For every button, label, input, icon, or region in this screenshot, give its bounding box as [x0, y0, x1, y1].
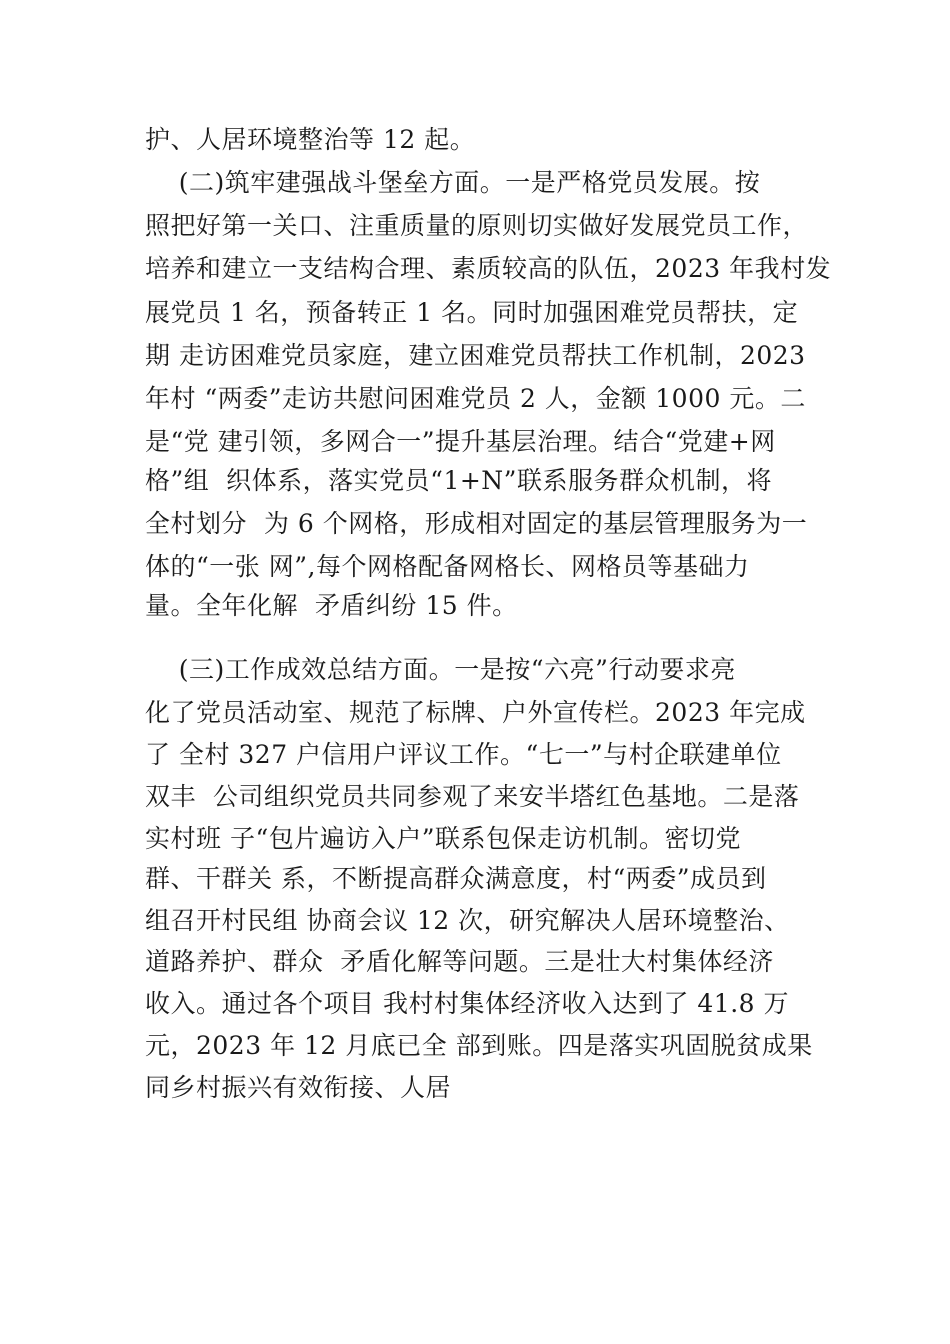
text-line: 全村划分 为 6 个网格，形成相对固定的基层管理服务为一	[145, 509, 808, 538]
text-line: 展党员 1 名，预备转正 1 名。同时加强困难党员帮扶，定	[145, 298, 799, 327]
text-line: 同乡村振兴有效衔接、人居	[145, 1073, 452, 1102]
text-line: 化了党员活动室、规范了标牌、户外宣传栏。2023 年完成	[145, 698, 806, 727]
text-line: 组召开村民组 协商会议 12 次，研究解决人居环境整治、	[145, 906, 790, 935]
text-line: 体的“一张 网”,每个网格配备网格长、网格员等基础力	[145, 552, 750, 581]
text-line: 收入。通过各个项目 我村村集体经济收入达到了 41.8 万	[145, 989, 790, 1018]
text-line: 量。全年化解 矛盾纠纷 15 件。	[145, 591, 518, 620]
text-line: 道路养护、群众 矛盾化解等问题。三是壮大村集体经济	[145, 947, 774, 976]
text-line: (三)工作成效总结方面。一是按“六亮”行动要求亮	[145, 655, 736, 684]
text-line: 格”组 织体系，落实党员“1+N”联系服务群众机制，将	[145, 466, 772, 495]
text-line: 双丰 公司组织党员共同参观了来安半塔红色基地。二是落	[145, 782, 800, 811]
text-line: 元，2023 年 12 月底已全 部到账。四是落实巩固脱贫成果	[145, 1031, 813, 1060]
text-line: 年村 “两委”走访共慰问困难党员 2 人，金额 1000 元。二	[145, 384, 806, 413]
text-line: 护、人居环境整治等 12 起。	[145, 125, 476, 154]
text-line: 了 全村 327 户信用户评议工作。“七一”与村企联建单位	[145, 740, 782, 769]
text-line: 照把好第一关口、注重质量的原则切实做好发展党员工作，	[145, 211, 809, 240]
text-line: 期 走访困难党员家庭，建立困难党员帮扶工作机制，2023	[145, 341, 806, 370]
text-line: 实村班 子“包片遍访入户”联系包保走访机制。密切党	[145, 824, 742, 853]
text-line: 是“党 建引领，多网合一”提升基层治理。结合“党建+网	[145, 427, 776, 456]
text-line: 培养和建立一支结构合理、素质较高的队伍，2023 年我村发	[145, 254, 832, 283]
text-line: 群、干群关 系，不断提高群众满意度，村“两委”成员到	[145, 864, 767, 893]
text-line: (二)筑牢建强战斗堡垒方面。一是严格党员发展。按	[145, 168, 761, 197]
